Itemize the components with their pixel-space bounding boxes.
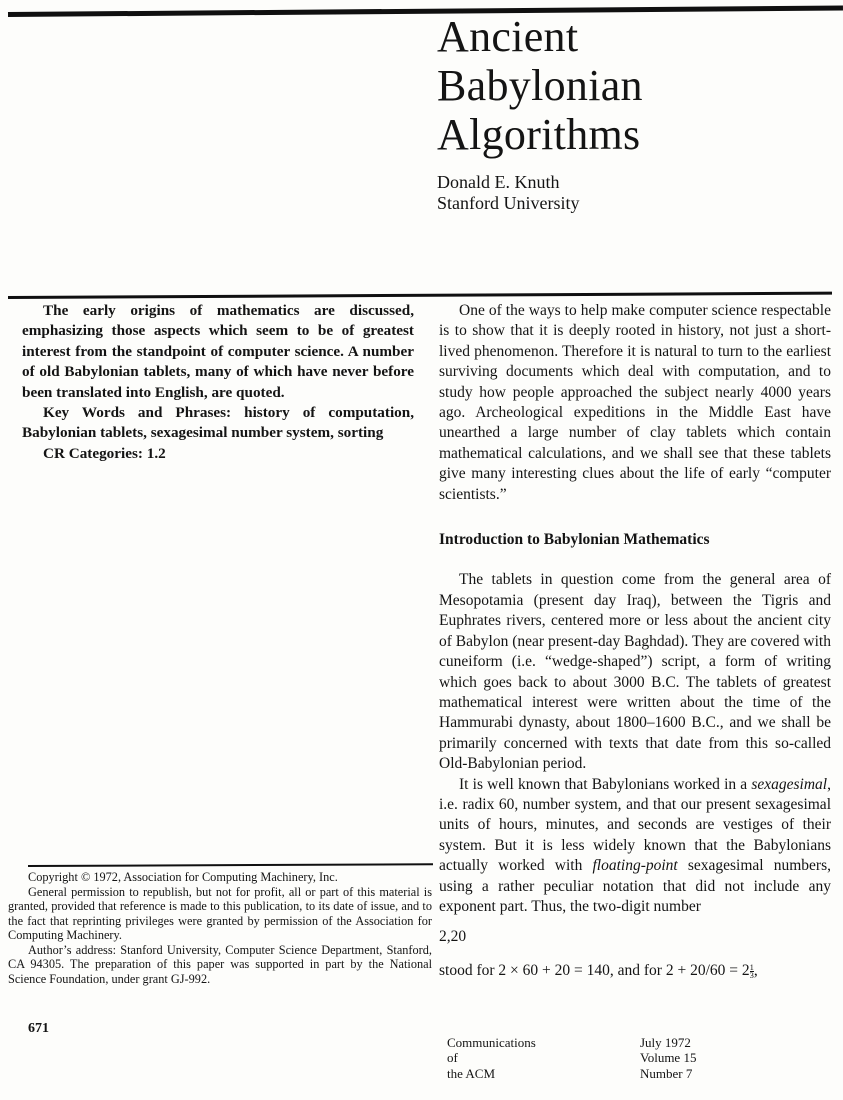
column-top-rule: [8, 292, 832, 299]
formula-line: [439, 961, 831, 981]
footnote-block: [8, 870, 432, 986]
para3-italic-floating-point: floating-point: [592, 857, 678, 875]
journal-name: [447, 1035, 536, 1081]
title-line-1: Ancient: [437, 12, 579, 61]
journal-line-2: of: [447, 1050, 458, 1066]
author-address: Author’s address: Stanford University, Computer Science Department, Stanford, CA 94305. The preparation of this paper was supported in part by the National Science Foundation, under grant GJ-992.: [8, 942, 432, 986]
author-block: [437, 172, 757, 213]
fraction-denominator: 3: [749, 969, 754, 980]
journal-line-3: the ACM: [447, 1065, 496, 1081]
section-heading: Introduction to Babylonian Mathematics: [439, 531, 710, 549]
formula-text: stood for 2 × 60 + 20 = 140, and for 2 + 20/60 = 2: [439, 961, 750, 979]
title-line-2: Babylonian: [437, 61, 643, 110]
author-affiliation: Stanford University: [437, 192, 580, 213]
issue-volume: Volume 15: [640, 1050, 697, 1066]
author-name: Donald E. Knuth: [437, 172, 560, 192]
para3-part2: , i.e. radix 60, number system, and that our present sexagesimal units of hours, minutes, and seconds are vestiges of their system. But it is less widely known that the Babylonians actually worked with: [439, 775, 831, 875]
footnote-rule: [28, 863, 433, 867]
fraction-numerator: 1: [749, 961, 754, 972]
body-paragraph-tablets: The tablets in question come from the general area of Mesopotamia (present day Iraq), between the Tigris and Euphrates rivers, centered more or less about the ancient city of Babylon (near present-day Baghdad). They are covered with cuneiform (i.e. “wedge-shaped”) script, a form of writing which goes back to about 3000 B.C. The tablets of greatest mathematical interest were written about the time of the Hammurabi dynasty, about 1800–1600 B.C., and we shall be primarily concerned with texts that date from this so-called Old-Babylonian period.: [439, 571, 831, 773]
para3-part3: sexagesimal numbers, using a rather peculiar notation that did not include any exponent part. Thus, the two-digit number: [439, 857, 831, 915]
issue-date: July 1972: [640, 1035, 691, 1050]
para3-italic-sexagesimal: sexagesimal: [751, 775, 828, 793]
main-column: [439, 301, 831, 981]
cr-categories: CR Categories: 1.2: [43, 444, 166, 462]
formula-trailing-comma: ,: [753, 961, 758, 979]
paper-title: [437, 12, 837, 159]
copyright-notice: Copyright © 1972, Association for Computing Machinery, Inc.: [28, 870, 338, 884]
permission-notice: General permission to republish, but not for profit, all or part of this material is granted, provided that reference is made to this publication, to its date of issue, and to the fact that reprinting privileges were granted by permission of the Association for Computing Machinery.: [8, 884, 432, 942]
issue-info: [640, 1035, 696, 1081]
title-line-3: Algorithms: [437, 110, 641, 159]
display-number: 2,20: [439, 928, 467, 946]
para3-part1: It is well known that Babylonians worked in a: [459, 775, 752, 793]
body-paragraph-sexagesimal: [439, 775, 831, 918]
issue-number: Number 7: [640, 1065, 693, 1081]
abstract: [22, 301, 414, 464]
journal-line-1: Communications: [447, 1035, 536, 1050]
keywords-text: Key Words and Phrases: history of computation, Babylonian tablets, sexagesimal number system, sorting: [22, 404, 414, 442]
abstract-text: The early origins of mathematics are discussed, emphasizing those aspects which seem to be of greatest interest from the standpoint of computer science. A number of old Babylonian tablets, many of which have never before been translated into English, are quoted.: [22, 302, 414, 401]
intro-paragraph: One of the ways to help make computer science respectable is to show that it is deeply rooted in history, not just a short-lived phenomenon. Therefore it is natural to turn to the earliest surviving documents which deal with computation, and to study how people approached the subject nearly 4000 years ago. Archeological expeditions in the Middle East have unearthed a large number of clay tablets which contain mathematical calculations, and we shall see that these tablets give many interesting clues about the life of early “computer scientists.”: [439, 302, 831, 503]
page-number: 671: [28, 1021, 49, 1036]
